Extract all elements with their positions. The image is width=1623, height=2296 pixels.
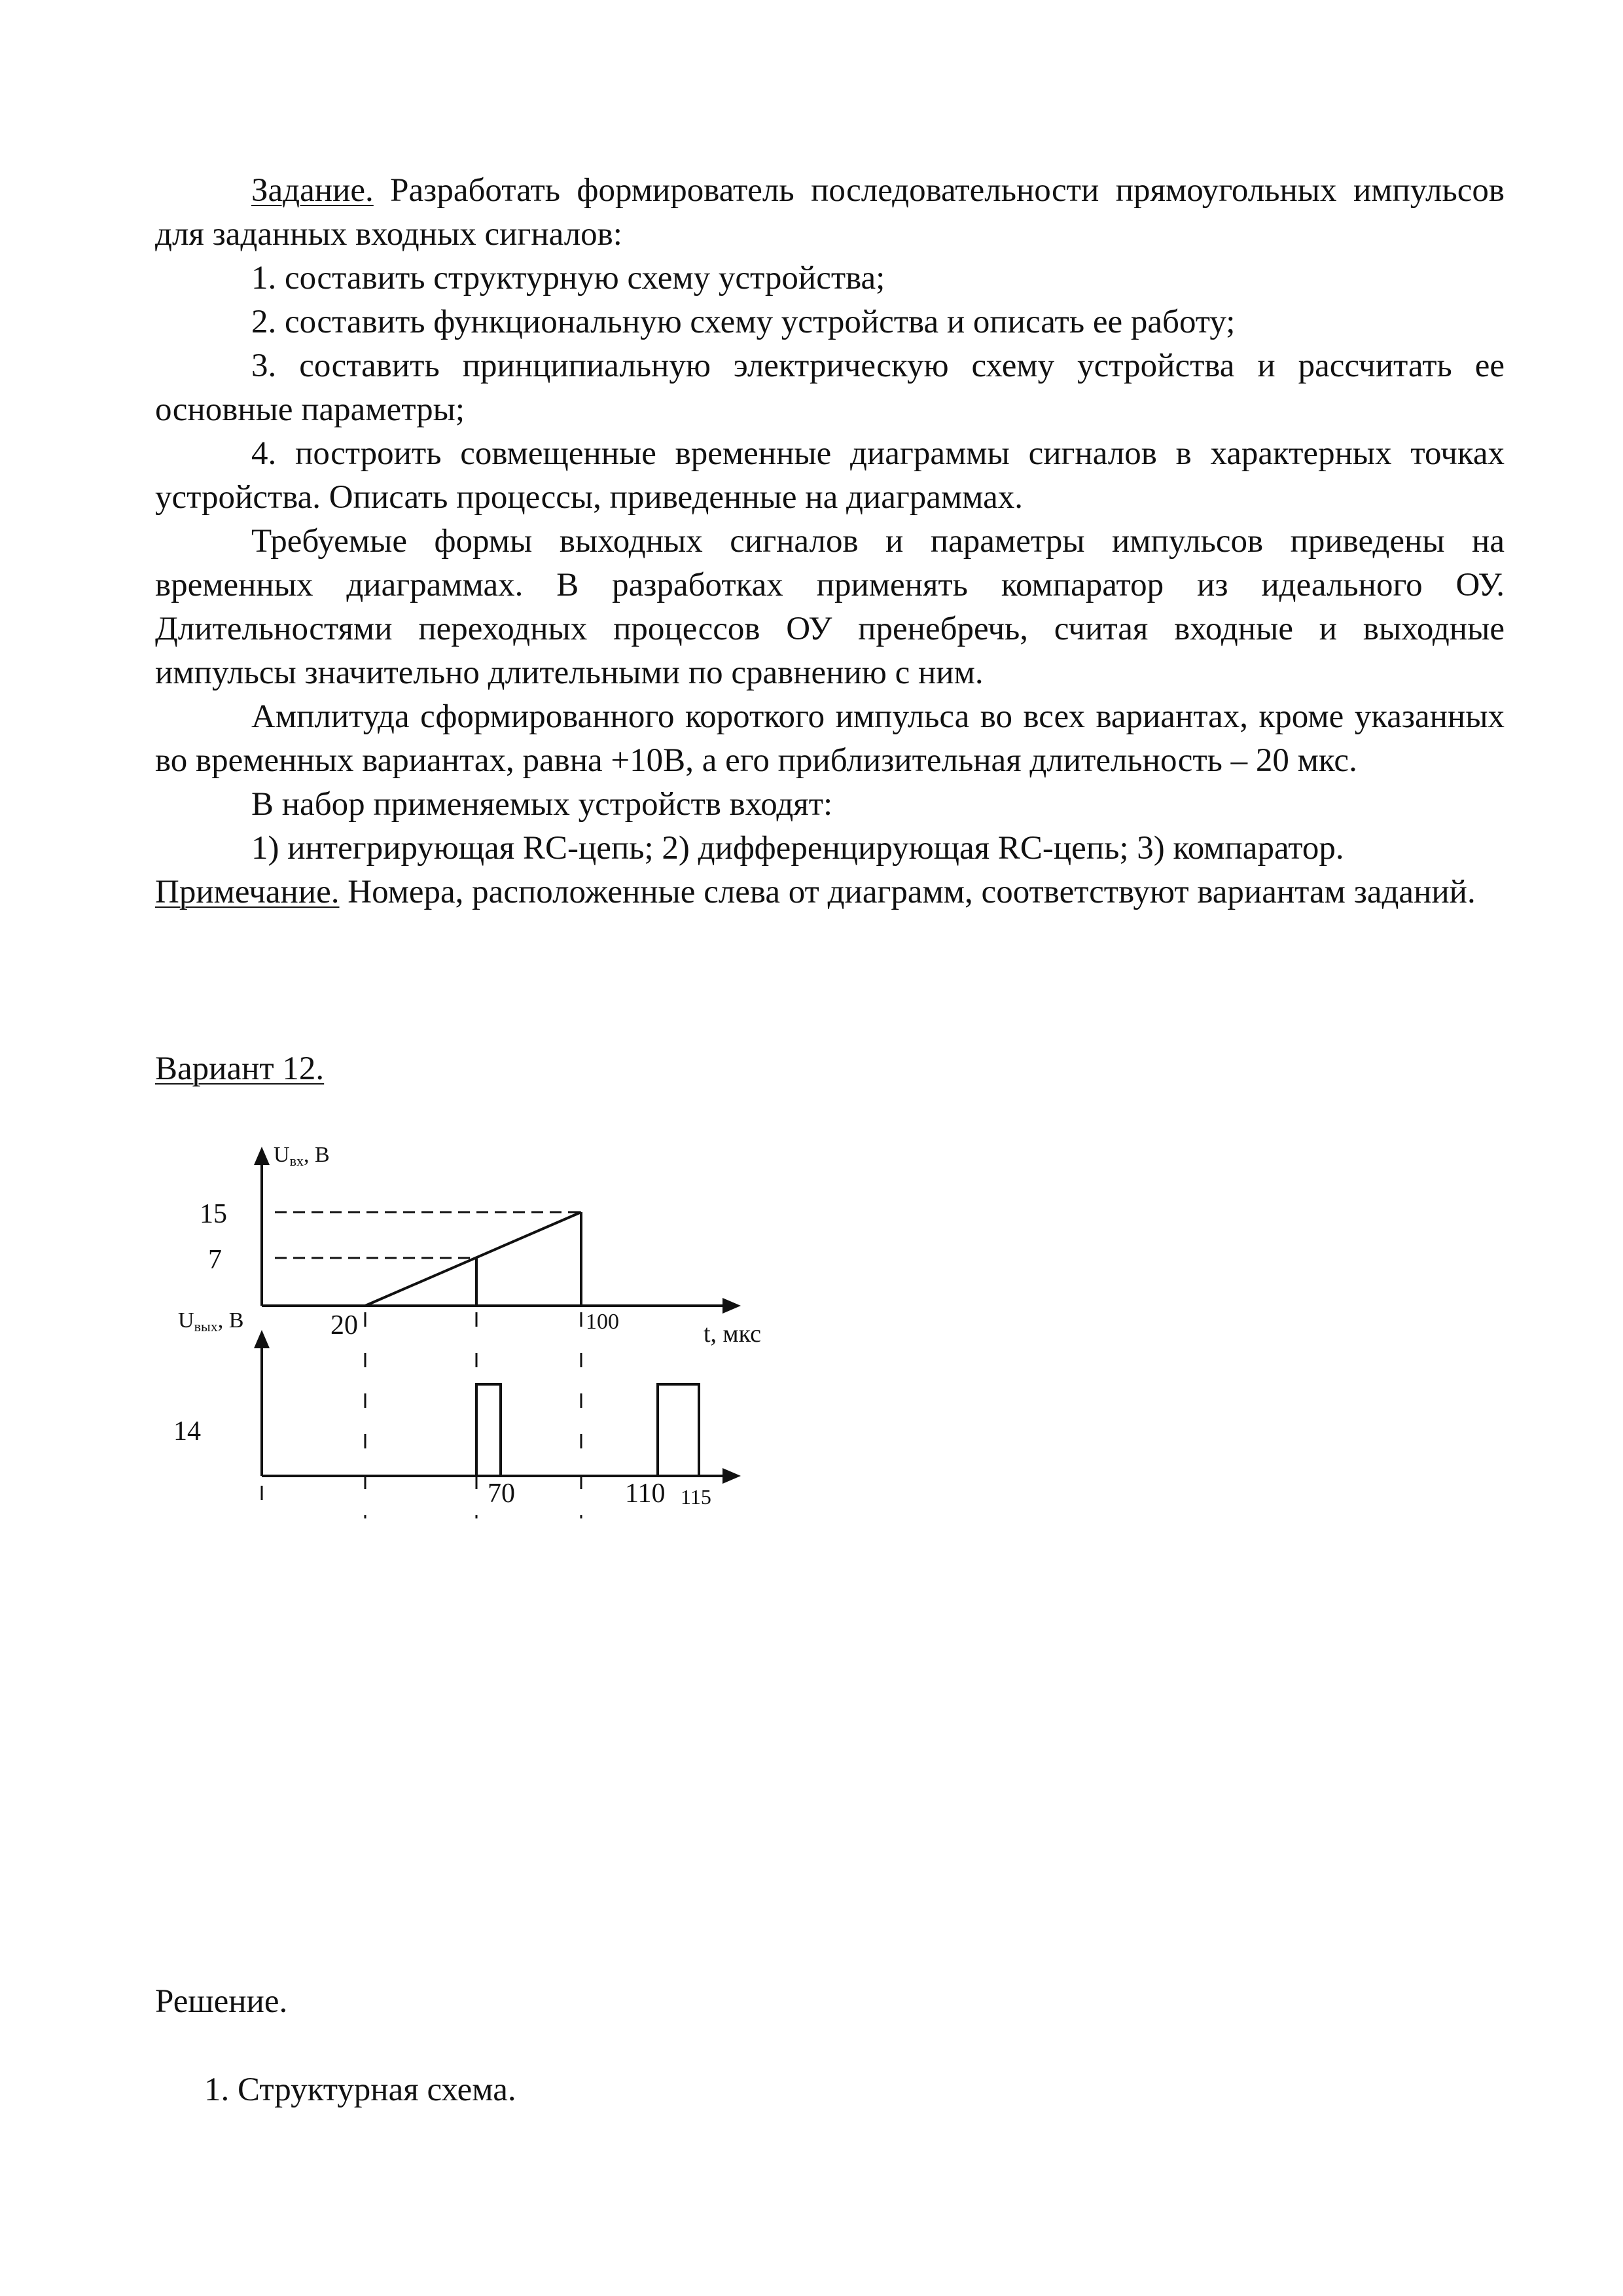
output-pulse-1 [476, 1384, 501, 1476]
task-item-2: 2. составить функциональную схему устройства и описать ее работу; [251, 304, 1236, 340]
task-item-4: 4. построить совмещенные временные диаграммы сигналов в характерных точках устройства. Описать процессы, приведенные на диаграммах. [155, 435, 1505, 516]
x-tick-115: 115 [681, 1485, 711, 1509]
x-tick-70: 70 [488, 1479, 515, 1509]
output-axis-label: Uвых, В [178, 1308, 244, 1335]
task-item-1: 1. составить структурную схему устройства; [251, 260, 885, 296]
output-pulse-2 [658, 1384, 699, 1476]
output-y-arrow [254, 1330, 270, 1348]
task-item-3: 3. составить принципиальную электрическую схему устройства и рассчитать ее основные параметры; [155, 348, 1505, 428]
task-label: Задание. [251, 172, 374, 209]
time-axis-label: t, мкс [704, 1320, 761, 1348]
input-axis-label: Uвх, В [274, 1143, 330, 1169]
input-ramp [365, 1212, 581, 1306]
input-y-arrow [254, 1147, 270, 1165]
para-forms: Требуемые формы выходных сигналов и параметры импульсов приведены на временных диаграммах. В разработках применять компаратор из идеального ОУ. Длительностями переходных процессов ОУ пренебречь, считая входные и выходные импульсы значительно длительными по сравнению с ним. [155, 523, 1505, 691]
x-tick-110: 110 [625, 1479, 666, 1509]
solution-step-1: 1. Структурная схема. [204, 2072, 516, 2108]
y-tick-7: 7 [208, 1245, 222, 1275]
output-t-arrow [722, 1468, 741, 1484]
note-label: Примечание. [155, 874, 340, 910]
task-intro-text: Разработать формирователь последовательности прямоугольных импульсов для заданных входных сигналов: [155, 172, 1505, 253]
note-text: Номера, расположенные слева от диаграмм, соответствуют вариантам заданий. [339, 874, 1476, 910]
solution-label: Решение. [155, 1983, 288, 2020]
input-t-arrow [722, 1298, 741, 1314]
variant-number: 14 [173, 1416, 201, 1446]
variant-title: Вариант 12. [155, 1050, 325, 1087]
y-tick-15: 15 [200, 1199, 227, 1229]
x-tick-100: 100 [586, 1310, 619, 1334]
para-amplitude: Амплитуда сформированного короткого импульса во всех вариантах, кроме указанных во временных вариантах, равна +10В, а его приблизительная длительность – 20 мкс. [155, 698, 1505, 779]
para-set: В набор применяемых устройств входят: [251, 786, 833, 823]
x-tick-20: 20 [330, 1310, 358, 1340]
devices-list: 1) интегрирующая RC-цепь; 2) дифференцирующая RC-цепь; 3) компаратор. [251, 830, 1344, 867]
